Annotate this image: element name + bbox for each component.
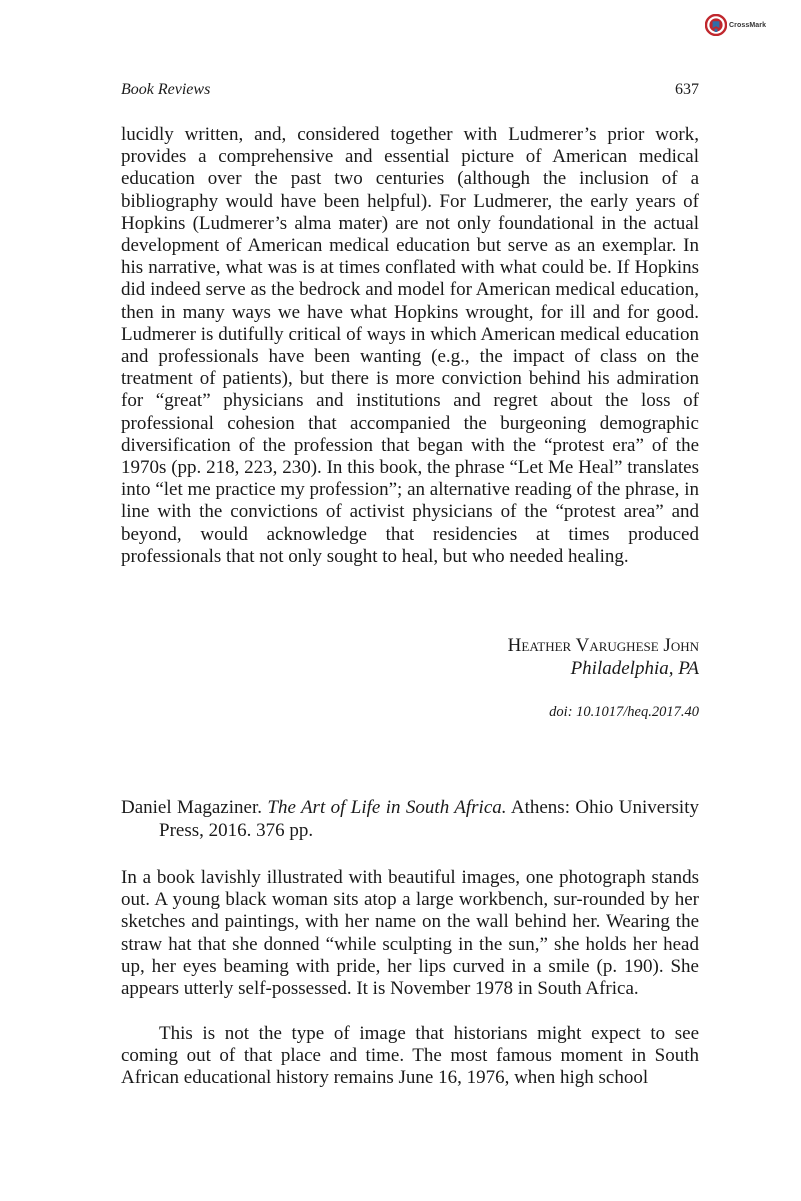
review-paragraph-opening: In a book lavishly illustrated with beautiful images, one photograph stands out. A young black woman sits atop a large workbench, sur-rounded by her sketches and paintings, with her name on the wall behind her. Wearing the straw hat that she donned “while sculpting in the sun,” she holds her head up, her eyes beaming with pride, her lips curved in a smile (p. 190). She appears utterly self-possessed. It is November 1978 in South Africa. — [121, 867, 699, 1000]
reviewer-name: Heather Varughese John — [507, 635, 699, 656]
running-header — [121, 81, 699, 99]
citation-author: Daniel Magaziner. — [121, 797, 268, 818]
book-citation — [121, 797, 699, 842]
doi-link[interactable]: doi: 10.1017/heq.2017.40 — [549, 704, 699, 720]
running-title: Book Reviews — [121, 81, 211, 98]
crossmark-badge[interactable] — [705, 14, 766, 36]
citation-publication: Athens: Ohio University Press, 2016. 376 pp. — [159, 797, 699, 841]
crossmark-label: CrossMark — [729, 21, 767, 29]
citation-book-title: The Art of Life in South Africa. — [267, 797, 507, 818]
crossmark-icon — [705, 14, 727, 36]
reviewer-location: Philadelphia, PA — [570, 658, 699, 679]
page-number: 637 — [675, 81, 699, 98]
review-paragraph: lucidly written, and, considered together with Ludmerer’s prior work, provides a comprehensive and essential picture of American medical education over the past two centuries (although the inclusion of a bibliography would have been helpful). For Ludmerer, the early years of Hopkins (Ludmerer’s alma mater) are not only foundational in the actual development of American medical education but serve as an exemplar. In his narrative, what was is at times conflated with what could be. If Hopkins did indeed serve as the bedrock and model for American medical education, then in many ways we have what Hopkins wrought, for ill and for good. Ludmerer is dutifully critical of ways in which American medical education and professionals have been wanting (e.g., the impact of class on the treatment of patients), but there is more conviction behind his admiration for “great” physicians and institutions and regret about the loss of professional cohesion that accompanied the burgeoning demographic diversification of the profession that began with the “protest era” of the 1970s (pp. 218, 223, 230). In this book, the phrase “Let Me Heal” translates into “let me practice my profession”; an alternative reading of the phrase, in line with the convictions of activist physicians of the “protest area” and beyond, would acknowledge that residencies at times produced professionals that not only sought to heal, but who needed healing. — [121, 124, 699, 567]
review-paragraph-continued: This is not the type of image that historians might expect to see coming out of that place and time. The most famous moment in South African educational history remains June 16, 1976, when high school — [121, 1023, 699, 1089]
